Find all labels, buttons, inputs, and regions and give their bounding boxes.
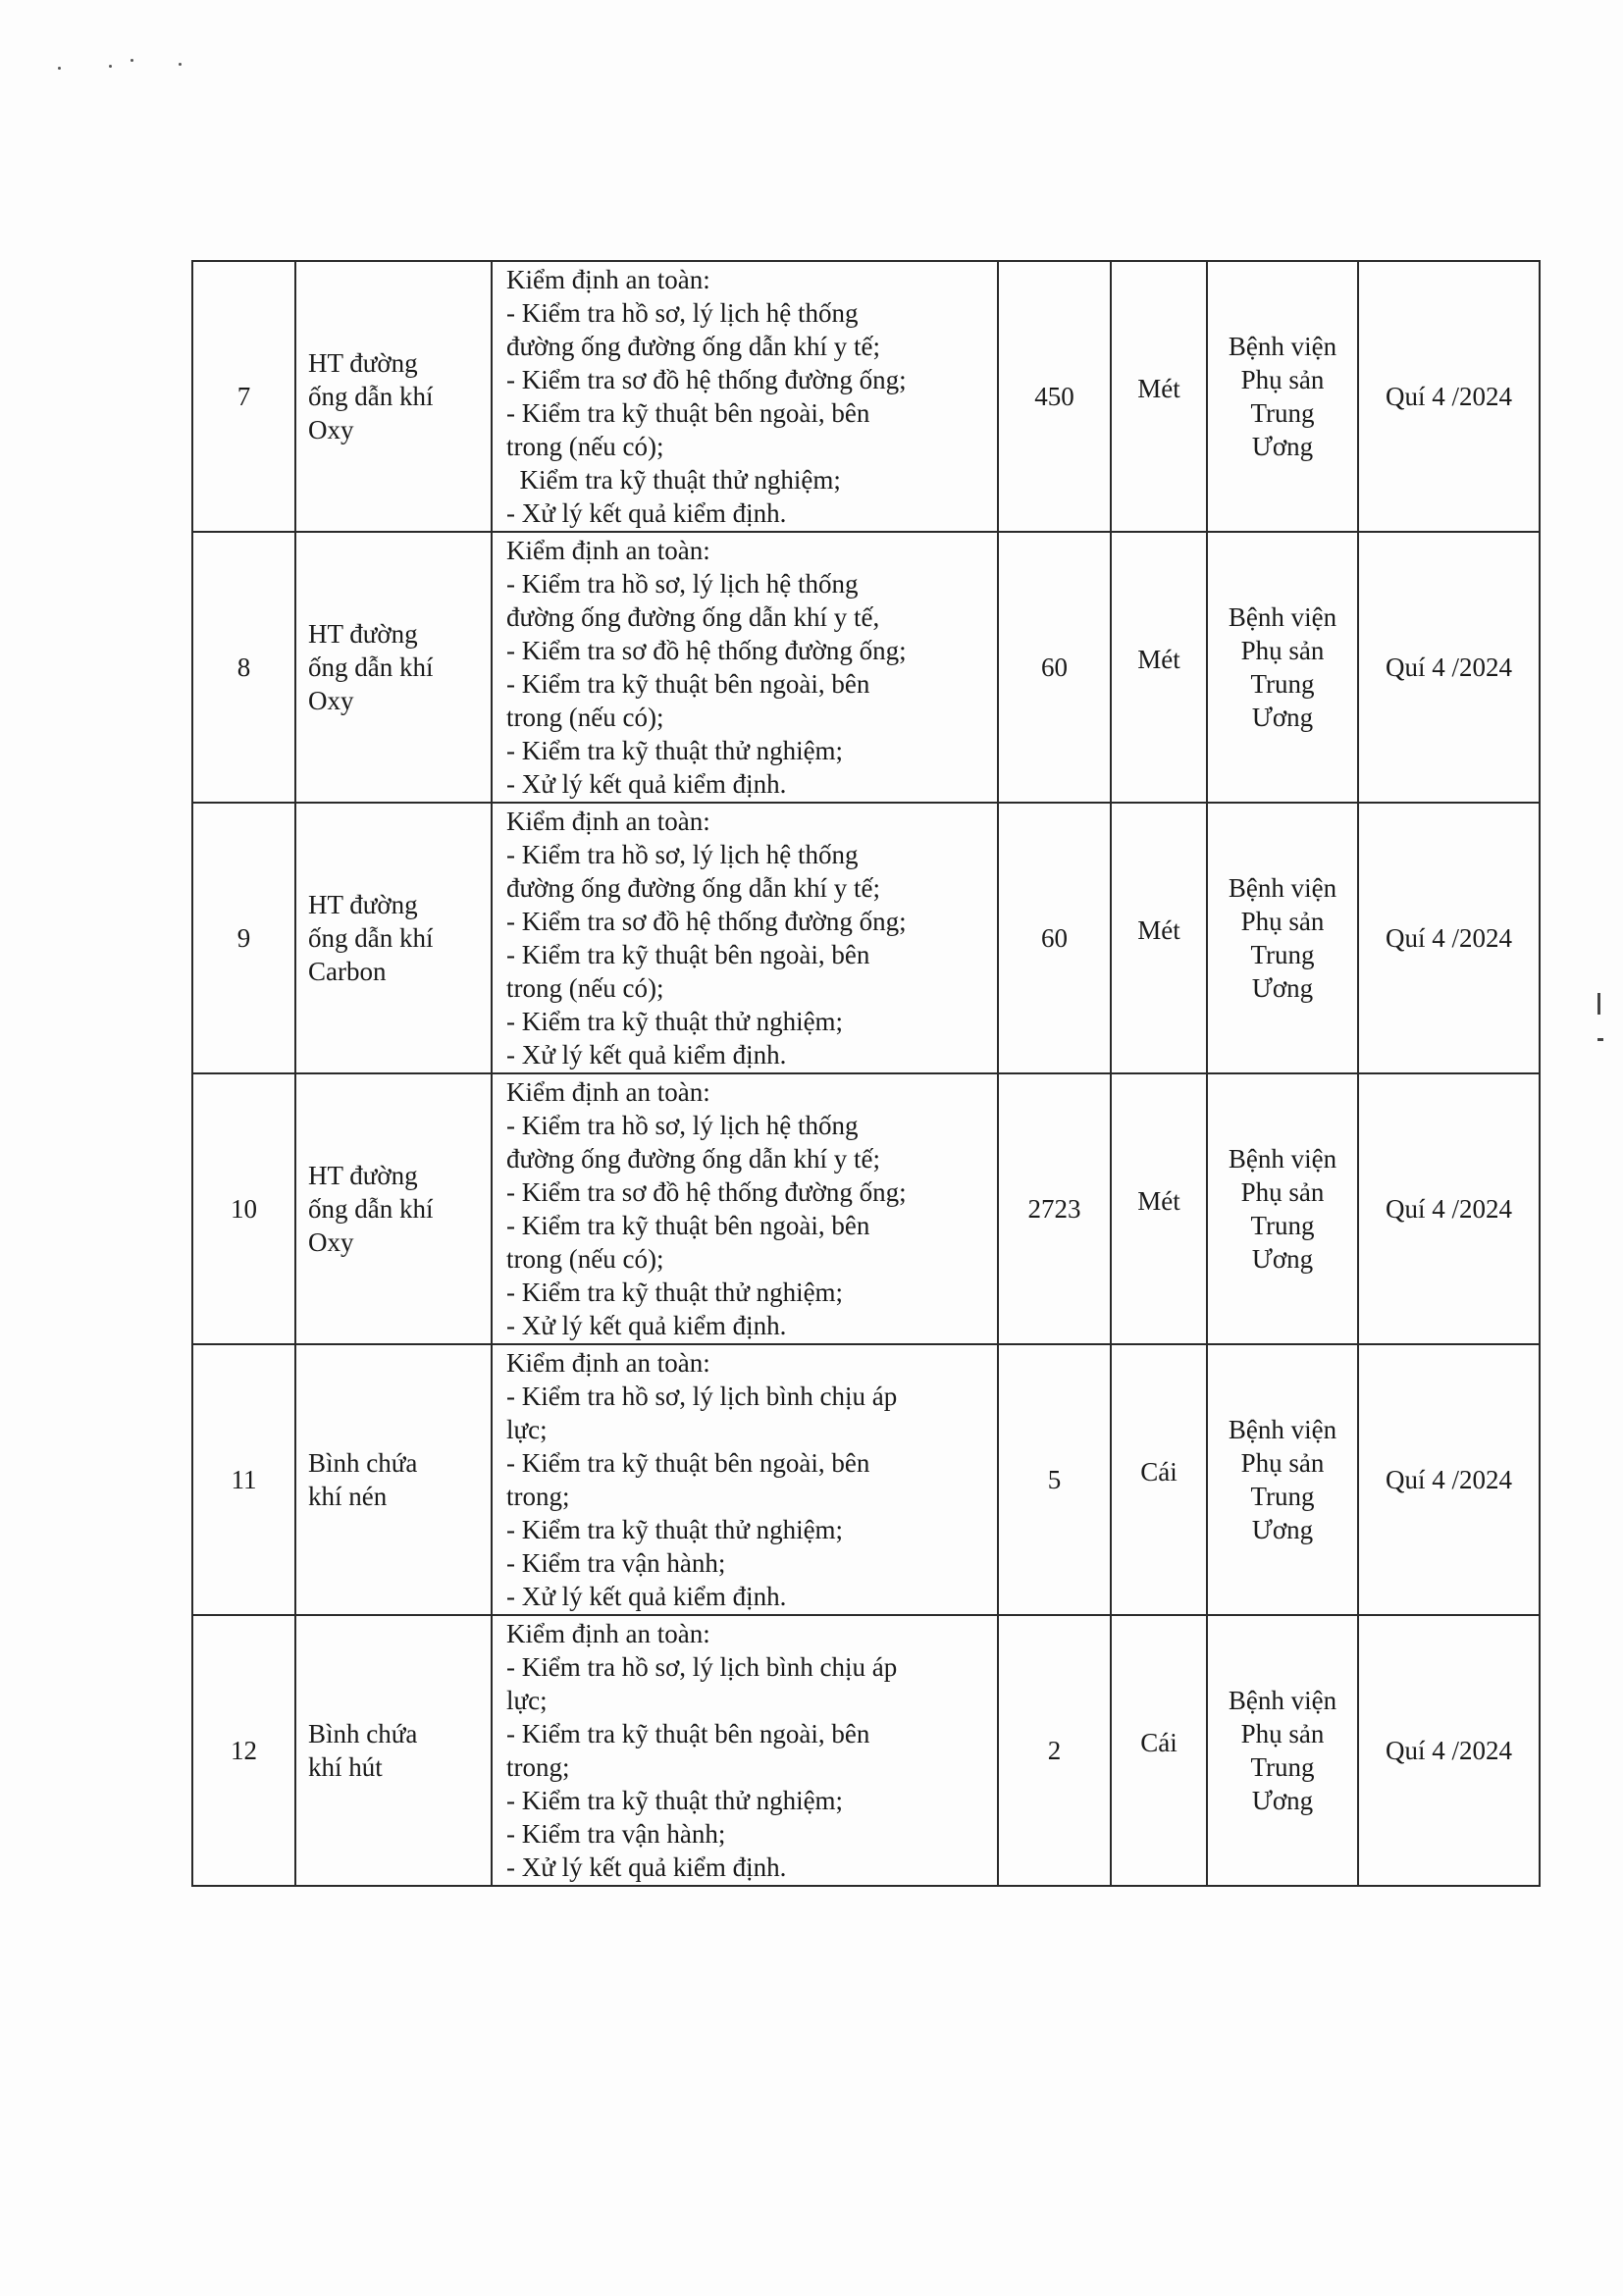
location — [1207, 1615, 1358, 1886]
unit-text: Mét — [1137, 915, 1180, 945]
equipment-name — [295, 532, 492, 803]
content-line: lực; — [506, 1686, 548, 1715]
content-line: - Kiểm tra sơ đồ hệ thống đường ống; — [506, 365, 907, 394]
row-number: 7 — [192, 261, 295, 532]
scan-speck — [58, 67, 61, 70]
table-row — [192, 1615, 1540, 1886]
equipment-name-line: ống dẫn khí — [308, 382, 434, 411]
content-line: đường ống đường ống dẫn khí y tế, — [506, 602, 880, 632]
location-line: Bệnh viện — [1228, 1686, 1337, 1715]
row-number: 9 — [192, 803, 295, 1073]
equipment-name — [295, 261, 492, 532]
equipment-name-line: ống dẫn khí — [308, 652, 434, 682]
scan-margin-mark — [1597, 993, 1600, 1015]
unit — [1111, 1344, 1207, 1615]
content-line: đường ống đường ống dẫn khí y tế; — [506, 873, 881, 903]
content-line: - Kiểm tra kỹ thuật bên ngoài, bên — [506, 1719, 870, 1748]
table-row — [192, 1073, 1540, 1344]
scan-speck — [179, 63, 182, 66]
schedule: Quí 4 /2024 — [1358, 1344, 1540, 1615]
inspection-content — [492, 532, 998, 803]
table-row — [192, 1344, 1540, 1615]
location-line: Phụ sản — [1240, 1719, 1325, 1748]
content-line: đường ống đường ống dẫn khí y tế; — [506, 332, 881, 361]
content-line: trong (nếu có); — [506, 1244, 664, 1274]
content-line: lực; — [506, 1415, 548, 1444]
content-line: - Kiểm tra kỹ thuật thử nghiệm; — [506, 1278, 844, 1307]
schedule: Quí 4 /2024 — [1358, 261, 1540, 532]
unit-text: Mét — [1137, 645, 1180, 674]
unit — [1111, 1615, 1207, 1886]
content-line: - Kiểm tra kỹ thuật bên ngoài, bên — [506, 669, 870, 699]
table-row — [192, 532, 1540, 803]
content-line: Kiểm định an toàn: — [506, 1077, 710, 1107]
content-line: trong; — [506, 1752, 570, 1782]
content-line: - Kiểm tra kỹ thuật thử nghiệm; — [506, 1786, 844, 1815]
quantity: 60 — [998, 803, 1111, 1073]
location-line: Trung — [1250, 1752, 1315, 1782]
location-line: Bệnh viện — [1228, 332, 1337, 361]
quantity: 450 — [998, 261, 1111, 532]
content-line: Kiểm định an toàn: — [506, 536, 710, 565]
content-line: Kiểm định an toàn: — [506, 1348, 710, 1378]
location-line: Trung — [1250, 1211, 1315, 1240]
content-line: đường ống đường ống dẫn khí y tế; — [506, 1144, 881, 1174]
location-line: Phụ sản — [1240, 365, 1325, 394]
quantity: 2723 — [998, 1073, 1111, 1344]
content-line: trong; — [506, 1482, 570, 1511]
location-line: Ương — [1251, 1515, 1314, 1544]
inspection-content — [492, 803, 998, 1073]
equipment-name-line: HT đường — [308, 1161, 418, 1190]
location — [1207, 1344, 1358, 1615]
content-line: - Kiểm tra kỹ thuật bên ngoài, bên — [506, 940, 870, 969]
content-line: trong (nếu có); — [506, 973, 664, 1003]
location-line: Trung — [1250, 940, 1315, 969]
inspection-content — [492, 1073, 998, 1344]
equipment-name-line: ống dẫn khí — [308, 1194, 434, 1224]
equipment-name — [295, 1073, 492, 1344]
unit — [1111, 803, 1207, 1073]
content-line: - Xử lý kết quả kiểm định. — [506, 498, 787, 528]
equipment-name-line: khí hút — [308, 1752, 383, 1782]
location-line: Phụ sản — [1240, 1177, 1325, 1207]
quantity: 5 — [998, 1344, 1111, 1615]
unit — [1111, 1073, 1207, 1344]
quantity: 2 — [998, 1615, 1111, 1886]
content-line: - Kiểm tra hồ sơ, lý lịch hệ thống — [506, 298, 859, 328]
content-line: - Kiểm tra kỹ thuật thử nghiệm; — [506, 1515, 844, 1544]
equipment-name — [295, 803, 492, 1073]
content-line: - Xử lý kết quả kiểm định. — [506, 1311, 787, 1340]
unit-text: Mét — [1137, 1186, 1180, 1216]
equipment-name — [295, 1615, 492, 1886]
content-line: - Kiểm tra hồ sơ, lý lịch bình chịu áp — [506, 1382, 898, 1411]
content-line: - Xử lý kết quả kiểm định. — [506, 769, 787, 799]
row-number: 10 — [192, 1073, 295, 1344]
content-line: - Kiểm tra hồ sơ, lý lịch hệ thống — [506, 569, 859, 599]
equipment-name-line: Carbon — [308, 957, 387, 986]
location-line: Bệnh viện — [1228, 1415, 1337, 1444]
content-line: trong (nếu có); — [506, 703, 664, 732]
inspection-content — [492, 1615, 998, 1886]
location-line: Ương — [1251, 703, 1314, 732]
content-line: - Kiểm tra kỹ thuật thử nghiệm; — [506, 1007, 844, 1036]
equipment-name-line: HT đường — [308, 890, 418, 919]
location-line: Phụ sản — [1240, 636, 1325, 665]
content-line: - Kiểm tra sơ đồ hệ thống đường ống; — [506, 907, 907, 936]
unit — [1111, 532, 1207, 803]
equipment-name — [295, 1344, 492, 1615]
content-line: Kiểm tra kỹ thuật thử nghiệm; — [506, 465, 841, 495]
content-line: Kiểm định an toàn: — [506, 1619, 710, 1648]
equipment-name-line: khí nén — [308, 1482, 388, 1511]
location-line: Ương — [1251, 1244, 1314, 1274]
row-number: 8 — [192, 532, 295, 803]
content-line: - Kiểm tra sơ đồ hệ thống đường ống; — [506, 1177, 907, 1207]
table-row — [192, 803, 1540, 1073]
scan-speck — [131, 59, 133, 62]
content-line: - Kiểm tra sơ đồ hệ thống đường ống; — [506, 636, 907, 665]
quantity: 60 — [998, 532, 1111, 803]
content-line: - Xử lý kết quả kiểm định. — [506, 1852, 787, 1882]
equipment-name-line: Oxy — [308, 415, 354, 444]
scan-speck — [109, 65, 112, 68]
content-line: - Xử lý kết quả kiểm định. — [506, 1582, 787, 1611]
content-line: trong (nếu có); — [506, 432, 664, 461]
unit — [1111, 261, 1207, 532]
unit-text: Cái — [1140, 1728, 1178, 1757]
row-number: 11 — [192, 1344, 295, 1615]
equipment-name-line: Bình chứa — [308, 1719, 418, 1748]
content-line: - Kiểm tra kỹ thuật bên ngoài, bên — [506, 1448, 870, 1478]
row-number: 12 — [192, 1615, 295, 1886]
equipment-name-line: HT đường — [308, 619, 418, 649]
content-line: Kiểm định an toàn: — [506, 807, 710, 836]
equipment-name-line: Bình chứa — [308, 1448, 418, 1478]
equipment-name-line: Oxy — [308, 686, 354, 715]
location — [1207, 532, 1358, 803]
location-line: Ương — [1251, 973, 1314, 1003]
schedule: Quí 4 /2024 — [1358, 1073, 1540, 1344]
content-line: Kiểm định an toàn: — [506, 265, 710, 294]
content-line: - Kiểm tra vận hành; — [506, 1819, 726, 1849]
location — [1207, 803, 1358, 1073]
content-line: - Kiểm tra hồ sơ, lý lịch hệ thống — [506, 840, 859, 869]
location-line: Bệnh viện — [1228, 602, 1337, 632]
content-line: - Kiểm tra hồ sơ, lý lịch hệ thống — [506, 1111, 859, 1140]
table-row — [192, 261, 1540, 532]
content-line: - Xử lý kết quả kiểm định. — [506, 1040, 787, 1070]
content-line: - Kiểm tra hồ sơ, lý lịch bình chịu áp — [506, 1652, 898, 1682]
content-line: - Kiểm tra vận hành; — [506, 1548, 726, 1578]
location-line: Ương — [1251, 432, 1314, 461]
schedule: Quí 4 /2024 — [1358, 532, 1540, 803]
content-line: - Kiểm tra kỹ thuật bên ngoài, bên — [506, 398, 870, 428]
location-line: Phụ sản — [1240, 907, 1325, 936]
location-line: Ương — [1251, 1786, 1314, 1815]
equipment-name-line: ống dẫn khí — [308, 923, 434, 953]
location-line: Trung — [1250, 669, 1315, 699]
location-line: Bệnh viện — [1228, 1144, 1337, 1174]
location — [1207, 1073, 1358, 1344]
equipment-name-line: Oxy — [308, 1227, 354, 1257]
inspection-table — [191, 260, 1541, 1887]
equipment-name-line: HT đường — [308, 348, 418, 378]
content-line: - Kiểm tra kỹ thuật thử nghiệm; — [506, 736, 844, 765]
schedule: Quí 4 /2024 — [1358, 1615, 1540, 1886]
inspection-content — [492, 261, 998, 532]
unit-text: Cái — [1140, 1457, 1178, 1487]
location-line: Trung — [1250, 398, 1315, 428]
location — [1207, 261, 1358, 532]
content-line: - Kiểm tra kỹ thuật bên ngoài, bên — [506, 1211, 870, 1240]
location-line: Bệnh viện — [1228, 873, 1337, 903]
unit-text: Mét — [1137, 374, 1180, 403]
location-line: Phụ sản — [1240, 1448, 1325, 1478]
scan-margin-mark — [1597, 1038, 1603, 1041]
schedule: Quí 4 /2024 — [1358, 803, 1540, 1073]
scan-specks — [54, 59, 191, 73]
inspection-content — [492, 1344, 998, 1615]
location-line: Trung — [1250, 1482, 1315, 1511]
